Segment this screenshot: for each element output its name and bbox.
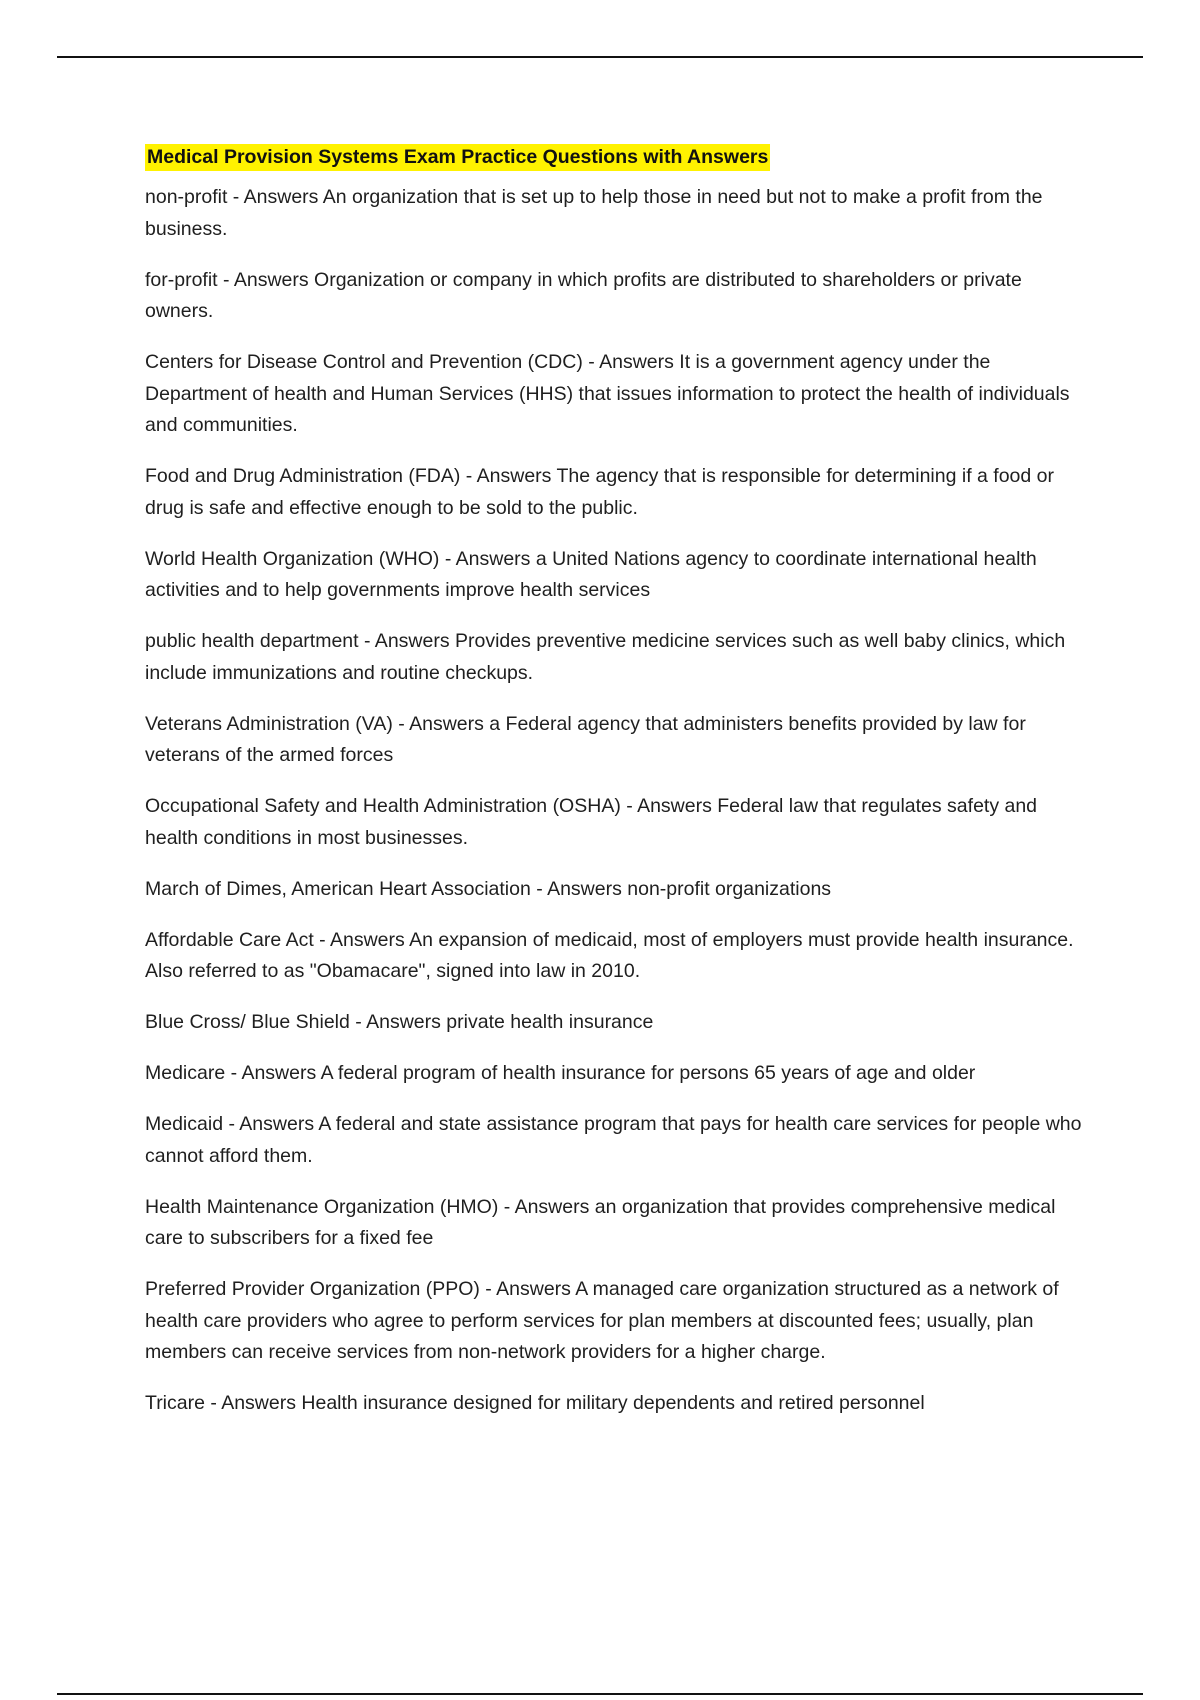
qa-entry-fda: Food and Drug Administration (FDA) - Answers The agency that is responsible for determining if a food or drug is safe and effective enough to be sold to the public.: [145, 465, 1054, 519]
document-body: [145, 144, 1085, 1439]
header-rule: [57, 56, 1143, 58]
qa-entry-non-profit: non-profit - Answers An organization that is set up to help those in need but not to make a profit from the business.: [145, 186, 1043, 240]
qa-entry-hmo: Health Maintenance Organization (HMO) - Answers an organization that provides comprehensive medical care to subscribers for a fixed fee: [145, 1195, 1056, 1249]
qa-entry-for-profit: for-profit - Answers Organization or company in which profits are distributed to shareholders or private owners.: [145, 268, 1022, 322]
qa-entry-march-of-dimes: March of Dimes, American Heart Association - Answers non-profit organizations: [145, 877, 832, 900]
qa-entry-ppo: Preferred Provider Organization (PPO) - Answers A managed care organization structured as a network of health care providers who agree to perform services for plan members at discounted fees; usually, plan members can receive services from non-network providers for a higher charge.: [145, 1278, 1059, 1363]
qa-entry-tricare: Tricare - Answers Health insurance designed for military dependents and retired personnel: [145, 1392, 925, 1414]
qa-entry-osha: Occupational Safety and Health Administration (OSHA) - Answers Federal law that regulates safety and health conditions in most businesses.: [145, 795, 1038, 849]
qa-entry-public-health-department: public health department - Answers Provides preventive medicine services such as well baby clinics, which include immunizations and routine checkups.: [145, 630, 1066, 684]
qa-entry-cdc: Centers for Disease Control and Prevention (CDC) - Answers It is a government agency under the Department of health and Human Services (HHS) that issues information to protect the health of individuals and communities.: [145, 351, 1070, 436]
footer-rule: [57, 1693, 1143, 1695]
qa-entry-va: Veterans Administration (VA) - Answers a Federal agency that administers benefits provided by law for veterans of the armed forces: [145, 712, 1026, 766]
qa-entry-blue-cross: Blue Cross/ Blue Shield - Answers private health insurance: [145, 1011, 654, 1033]
qa-entry-medicare: Medicare - Answers A federal program of health insurance for persons 65 years of age and older: [145, 1062, 976, 1084]
qa-entry-medicaid: Medicaid - Answers A federal and state assistance program that pays for health care services for people who cannot afford them.: [145, 1113, 1082, 1167]
document-title: Medical Provision Systems Exam Practice Questions with Answers: [145, 144, 770, 171]
qa-entry-affordable-care-act: Affordable Care Act - Answers An expansion of medicaid, most of employers must provide health insurance. Also referred to as "Obamacare", signed into law in 2010.: [145, 928, 1074, 982]
qa-entry-who: World Health Organization (WHO) - Answers a United Nations agency to coordinate international health activities and to help governments improve health services: [145, 547, 1037, 601]
